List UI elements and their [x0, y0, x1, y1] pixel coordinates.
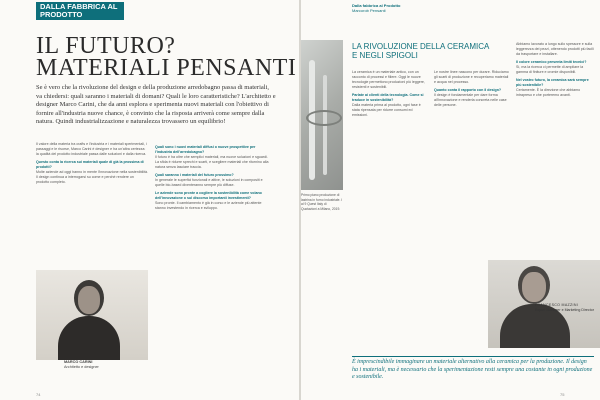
- interview-question: Parlate ai clienti della tecnologia. Come si traduce in sostenibilità?: [352, 93, 424, 102]
- right-column-1: [352, 70, 428, 396]
- photo-ring: [306, 110, 342, 126]
- body-text: Il futuro è ha oltre che semplici materiali, ma nuove soluzioni e sguardi. La sfida è ridurre sprechi e scarti, e scegliere materiali che ritornino alla natura senza lasciare traccia.: [155, 155, 269, 169]
- left-column-1: [36, 142, 148, 262]
- section-subtitle: [352, 42, 512, 60]
- portrait-name: MARCO CARINI: [64, 360, 93, 364]
- interview-question: Il colore ceramico presenta limiti tecnici?: [516, 60, 587, 64]
- body-text: La ceramica è un materiale antico, con un racconto di processi e filiere. Oggi le nuove tecnologie permettono produzioni più leggere, resistenti e sostenibili.: [352, 70, 425, 89]
- body-text: Abbiamo lavorato a lungo sullo spessore e sulla leggerezza dei pezzi, ottenendo prodotti più facili da trasportare e installare.: [516, 42, 594, 56]
- interview-question: Questo conta la ricerca sui materiali quale di già la prossima di prodotti?: [36, 160, 144, 169]
- body-text: Il design è fondamentale per dare forma all'innovazione e renderla concreta nelle case delle persone.: [434, 93, 507, 107]
- factory-photo: [301, 40, 343, 190]
- portrait-role: Export Manager e Marketing Director: [535, 308, 594, 312]
- portrait-role: Architetto e designer: [64, 365, 99, 369]
- portrait-caption-right: [535, 303, 594, 313]
- subtitle-line-1: LA RIVOLUZIONE DELLA CERAMICA: [352, 42, 490, 51]
- portrait-face: [78, 286, 100, 314]
- body-text: Le nostre linee nascono per durare. Riduciamo gli scarti di produzione e recuperiamo materiali e acqua nel processo.: [434, 70, 509, 84]
- portrait-face: [522, 272, 546, 302]
- body-text: Dalla materia prima al prodotto, ogni fase è stata ripensata per ridurre consumi ed emissioni.: [352, 103, 421, 117]
- page-number-left: 74: [36, 392, 41, 397]
- running-head: [352, 3, 400, 13]
- body-text: Certamente. È la direzione che abbiamo intrapreso e che porteremo avanti.: [516, 88, 581, 97]
- right-column-3: [516, 42, 594, 252]
- interview-question: Quali sono i nuovi materiali diffusi o nuove prospettive per l'industria dell'arredobagno?: [155, 145, 256, 154]
- body-text: Il valore della materia tra crafts e l'industria e i materiali sperimentali, i passaggi e le risorse, Marco Carini è designer e ha un'altra certezza: la qualità del prodotto industriale passa dalle soluzioni e dalla ricerca.: [36, 142, 147, 156]
- subtitle-line-2: E NEGLI SPIGOLI: [352, 51, 418, 60]
- left-page: [0, 0, 299, 400]
- lead-paragraph: Se è vero che la rivoluzione del design e della produzione arredobagno passa di materiali, va chiedersi: quali saranno i materiali di domani? Quali le loro caratteristiche? L'architetto e designer Marco Carini, che da anni esplora e sperimenta nuovi materiali con l'obiettivo di fornire all'industria nuove chance, è convinto che la risposta arriverà come sempre dalla natura. Quindi industrializzazione e naturalezza trovassero un equilibrio!: [36, 84, 276, 126]
- portrait-photo-carini: [36, 270, 148, 360]
- running-head-line-2: Marcorob Pensanti: [352, 8, 386, 13]
- pull-quote-text: È imprescindibile immaginare un materiale alternativo alla ceramica per la produzione. Il design ha i materiali, ma è necessario che la sperimentazione resti sempre una costante in ogni produzione e sostenibile.: [352, 359, 593, 380]
- left-column-2: [155, 142, 271, 394]
- interview-question: Le aziende sono pronte a cogliere la sostenibilità come volano dell'innovazione o sul discorso importanti investimenti?: [155, 191, 262, 200]
- page-number-right: 75: [560, 392, 565, 397]
- title-line-1: IL FUTURO?: [36, 33, 176, 59]
- photo-caption: Primo piano produzione di lastrina in forno industriale. I al 9 Quest Italy di Quotazioni a Milano, 2019.: [301, 193, 343, 211]
- pull-quote: [352, 356, 594, 392]
- interview-question: Quanto conta il rapporto con il design?: [434, 88, 502, 92]
- portrait-name: FRANCESCO MAZZINI: [535, 303, 579, 307]
- interview-question: Nel vostro futuro, la ceramica sarà sempre più sostenibile?: [516, 78, 589, 87]
- portrait-body: [58, 316, 120, 360]
- title-line-2: MATERIALI PENSANTI: [36, 55, 297, 81]
- body-text: Sì, ma la ricerca ci permette di ampliare la gamma di finiture e cromie disponibili.: [516, 65, 584, 74]
- section-tag: DALLA FABBRICA AL PRODOTTO: [36, 2, 124, 20]
- running-head-line-1: Dalla fabbrica al Prodotto: [352, 3, 401, 8]
- body-text: In generale le superfici funzionali e attive, le soluzioni in compositi e quelle bio-based diventeranno sempre più diffuse.: [155, 178, 263, 187]
- portrait-caption-left: [64, 360, 99, 370]
- interview-question: Quali saranno i materiali del futuro prossimo?: [155, 173, 234, 177]
- article-title: [36, 35, 296, 79]
- body-text: Sono pronte. Il cambiamento è già in corso e le aziende più attente stanno investendo in ricerca e sviluppo.: [155, 201, 262, 210]
- body-text: Molte aziende ad oggi hanno in mente l'innovazione nella sostenibilità. Il design continua a interrogarsi su come e perché rendere un prodotto completo.: [36, 170, 148, 184]
